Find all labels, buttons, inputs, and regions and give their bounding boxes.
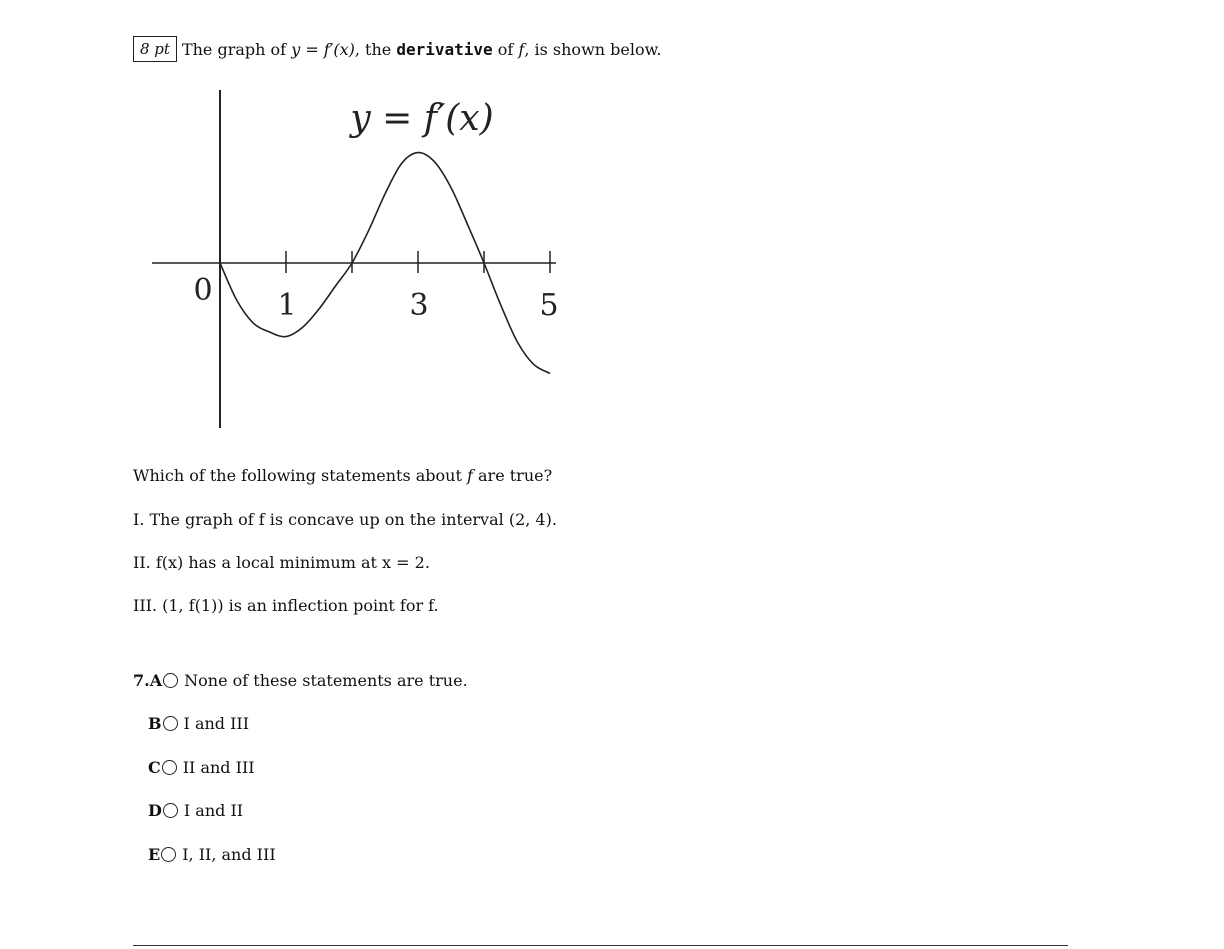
choice-e-text: I, II, and III	[182, 845, 276, 864]
question-prompt: Which of the following statements about f are true?	[133, 466, 553, 485]
statement-1: I. The graph of f is concave up on the interval (2, 4).	[133, 510, 557, 529]
tick-label-1: 1	[277, 288, 297, 323]
statement-2: II. f(x) has a local minimum at x = 2.	[133, 553, 430, 572]
choice-c-text: II and III	[182, 758, 255, 777]
choice-b-text: I and III	[183, 714, 250, 733]
tick-label-5: 5	[539, 288, 559, 323]
statement-3: III. (1, f(1)) is an inflection point for f.	[133, 596, 439, 615]
radio-e[interactable]	[161, 847, 176, 862]
derivative-word: derivative	[396, 39, 493, 59]
choice-a[interactable]: 7. A None of these statements are true.	[133, 671, 468, 690]
graph-title: y = f′(x)	[350, 98, 494, 139]
problem-header	[133, 36, 662, 62]
tick-label-3: 3	[409, 288, 429, 323]
equation-inline: y = f′(x)	[291, 39, 355, 59]
question-number: 7.	[133, 671, 150, 690]
choice-c[interactable]: C II and III	[148, 758, 255, 777]
page-divider	[133, 945, 1068, 946]
tick-label-0: 0	[193, 273, 213, 308]
radio-c[interactable]	[162, 760, 177, 775]
radio-b[interactable]	[163, 716, 178, 731]
problem-statement: The graph of y = f′(x), the derivative of f, is shown below.	[181, 39, 662, 59]
choice-d-text: I and II	[183, 801, 244, 820]
derivative-graph	[140, 85, 570, 435]
radio-a[interactable]	[163, 673, 178, 688]
choice-a-text: None of these statements are true.	[184, 671, 468, 690]
choice-b[interactable]: B I and III	[148, 714, 250, 733]
points-badge: 8 pt	[133, 36, 177, 62]
choice-e[interactable]: E I, II, and III	[148, 845, 276, 864]
radio-d[interactable]	[163, 803, 178, 818]
choice-d[interactable]: D I and II	[148, 801, 244, 820]
